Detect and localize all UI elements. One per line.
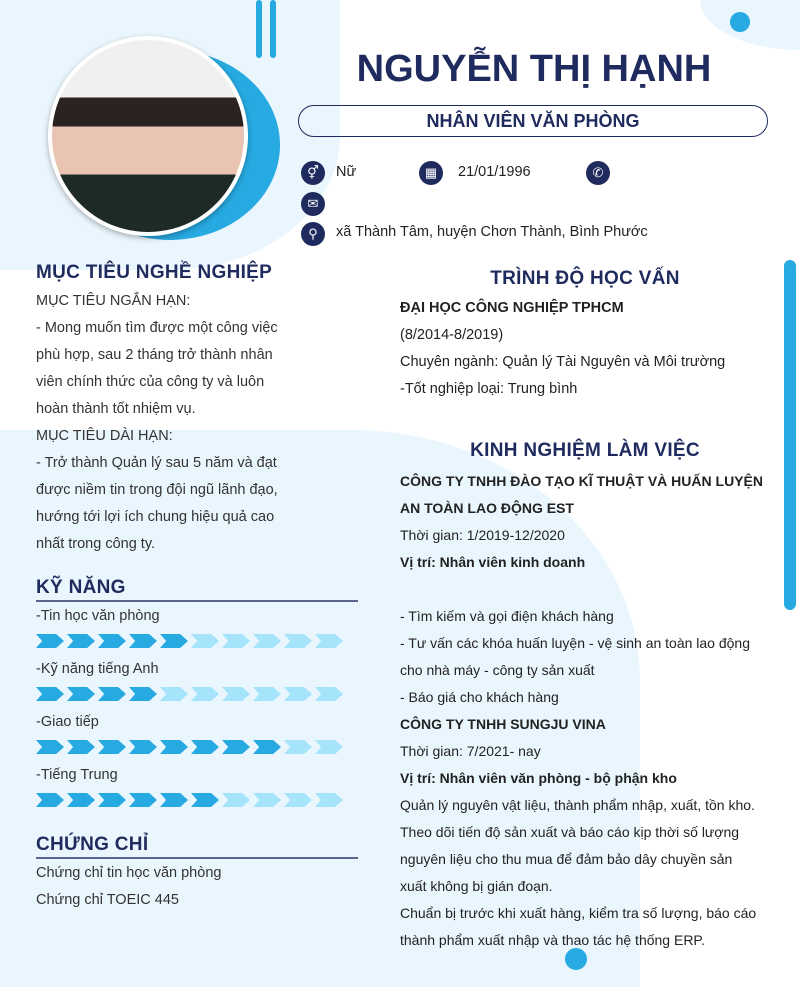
rating-chevron [222,687,250,701]
rating-chevron [98,687,126,701]
rating-chevron [315,740,343,754]
experience-line: Vị trí: Nhân viên kinh doanh [400,554,586,570]
skill-label: -Tiếng Trung [36,767,118,783]
rating-chevron [98,634,126,648]
objective-line: viên chính thức của công ty và luôn [36,374,265,390]
objective-line: MỤC TIÊU NGẮN HẠN: [36,293,191,309]
objective-line: - Mong muốn tìm được một công việc [36,320,278,336]
skill-rating [36,793,343,807]
rating-chevron [191,740,219,754]
rating-chevron [191,793,219,807]
rating-chevron [67,687,95,701]
objective-line: hướng tới lợi ích chung hiệu quả cao [36,509,275,525]
rating-chevron [222,740,250,754]
experience-line: Theo dõi tiến độ sản xuất và báo cáo kịp thời số lượng [400,824,740,840]
rating-chevron [36,687,64,701]
avatar-photo [48,36,248,236]
rating-chevron [191,634,219,648]
objective-heading: MỤC TIÊU NGHỀ NGHIỆP [36,262,273,283]
rating-chevron [36,793,64,807]
experience-line: Thời gian: 7/2021- nay [400,743,541,759]
experience-line: Vị trí: Nhân viên văn phòng - bộ phận kho [400,770,677,786]
rating-chevron [160,740,188,754]
rating-chevron [36,740,64,754]
experience-line: cho nhà máy - công ty sản xuất [400,662,595,678]
rating-chevron [129,740,157,754]
skill-label: -Kỹ năng tiếng Anh [36,661,159,677]
skills-heading: KỸ NĂNG [36,577,126,598]
rating-chevron [160,687,188,701]
certs-heading: CHỨNG CHỈ [36,834,149,855]
rating-chevron [253,740,281,754]
skill-rating [36,740,343,754]
rating-chevron [191,687,219,701]
bg-blob [700,0,800,50]
rating-chevron [284,793,312,807]
rating-chevron [253,793,281,807]
experience-text [400,468,780,954]
accent-bar [256,0,262,58]
education-grade: -Tốt nghiệp loại: Trung bình [400,381,578,397]
objective-text [36,288,336,558]
location-icon: ⚲ [301,222,325,246]
objective-line: được niềm tin trong đội ngũ lãnh đạo, [36,482,278,498]
job-title: NHÂN VIÊN VĂN PHÒNG [298,105,768,137]
education-major: Chuyên ngành: Quản lý Tài Nguyên và Môi trường [400,354,726,370]
rating-chevron [129,793,157,807]
address-value: xã Thành Tâm, huyện Chơn Thành, Bình Phước [336,224,648,240]
cert-item: Chứng chỉ tin học văn phòng [36,865,222,881]
rating-chevron [98,793,126,807]
email-icon: ✉ [301,192,325,216]
rating-chevron [315,687,343,701]
objective-line: - Trở thành Quản lý sau 5 năm và đạt [36,455,277,471]
rating-chevron [222,634,250,648]
experience-line: nguyên liệu cho thu mua để đảm bảo dây chuyền sản [400,851,733,867]
education-heading: TRÌNH ĐỘ HỌC VẤN [490,268,680,289]
gender-value: Nữ [336,164,357,180]
cert-item: Chứng chỉ TOEIC 445 [36,892,179,908]
experience-line: Quản lý nguyên vật liệu, thành phẩm nhập, xuất, tồn kho. [400,797,755,813]
objective-line: hoàn thành tốt nhiệm vụ. [36,401,196,417]
scroll-handle[interactable] [784,260,796,610]
rating-chevron [284,740,312,754]
rating-chevron [67,793,95,807]
experience-line: Thời gian: 1/2019-12/2020 [400,527,565,543]
experience-line: - Tư vấn các khóa huấn luyện - vệ sinh an toàn lao động [400,635,751,651]
rating-chevron [160,634,188,648]
experience-line: xuất không bị gián đoạn. [400,878,553,894]
rating-chevron [253,634,281,648]
accent-bar [270,0,276,58]
gender-icon: ⚥ [301,161,325,185]
rating-chevron [67,740,95,754]
skill-label: -Tin học văn phòng [36,608,160,624]
experience-line: CÔNG TY TNHH SUNGJU VINA [400,716,606,732]
rating-chevron [315,634,343,648]
experience-line: CÔNG TY TNHH ĐÀO TẠO KĨ THUẬT VÀ HUẤN LUYỆN [400,473,763,489]
education-school: ĐẠI HỌC CÔNG NGHIỆP TPHCM [400,300,624,316]
objective-line: MỤC TIÊU DÀI HẠN: [36,428,173,444]
divider [36,600,358,602]
objective-line: phù hợp, sau 2 tháng trở thành nhân [36,347,273,363]
experience-line [400,576,780,603]
full-name: NGUYỄN THỊ HẠNH [356,48,712,90]
rating-chevron [98,740,126,754]
rating-chevron [284,634,312,648]
phone-icon: ✆ [586,161,610,185]
experience-line: Chuẩn bị trước khi xuất hàng, kiểm tra số lượng, báo cáo [400,905,757,921]
rating-chevron [222,793,250,807]
rating-chevron [129,687,157,701]
skill-rating [36,687,343,701]
experience-line: - Tìm kiếm và gọi điện khách hàng [400,608,614,624]
rating-chevron [129,634,157,648]
rating-chevron [284,687,312,701]
skill-label: -Giao tiếp [36,714,99,730]
rating-chevron [160,793,188,807]
rating-chevron [67,634,95,648]
experience-line: AN TOÀN LAO ĐỘNG EST [400,500,574,516]
rating-chevron [253,687,281,701]
calendar-icon: ▦ [419,161,443,185]
skill-rating [36,634,343,648]
accent-circle [730,12,750,32]
education-period: (8/2014-8/2019) [400,327,504,343]
rating-chevron [36,634,64,648]
objective-line: nhất trong công ty. [36,536,156,552]
experience-line: - Báo giá cho khách hàng [400,689,559,705]
divider [36,857,358,859]
rating-chevron [315,793,343,807]
experience-line: thành phẩm xuất nhập và thao tác hệ thống ERP. [400,932,705,948]
dob-value: 21/01/1996 [458,164,531,180]
experience-heading: KINH NGHIỆM LÀM VIỆC [470,440,700,461]
